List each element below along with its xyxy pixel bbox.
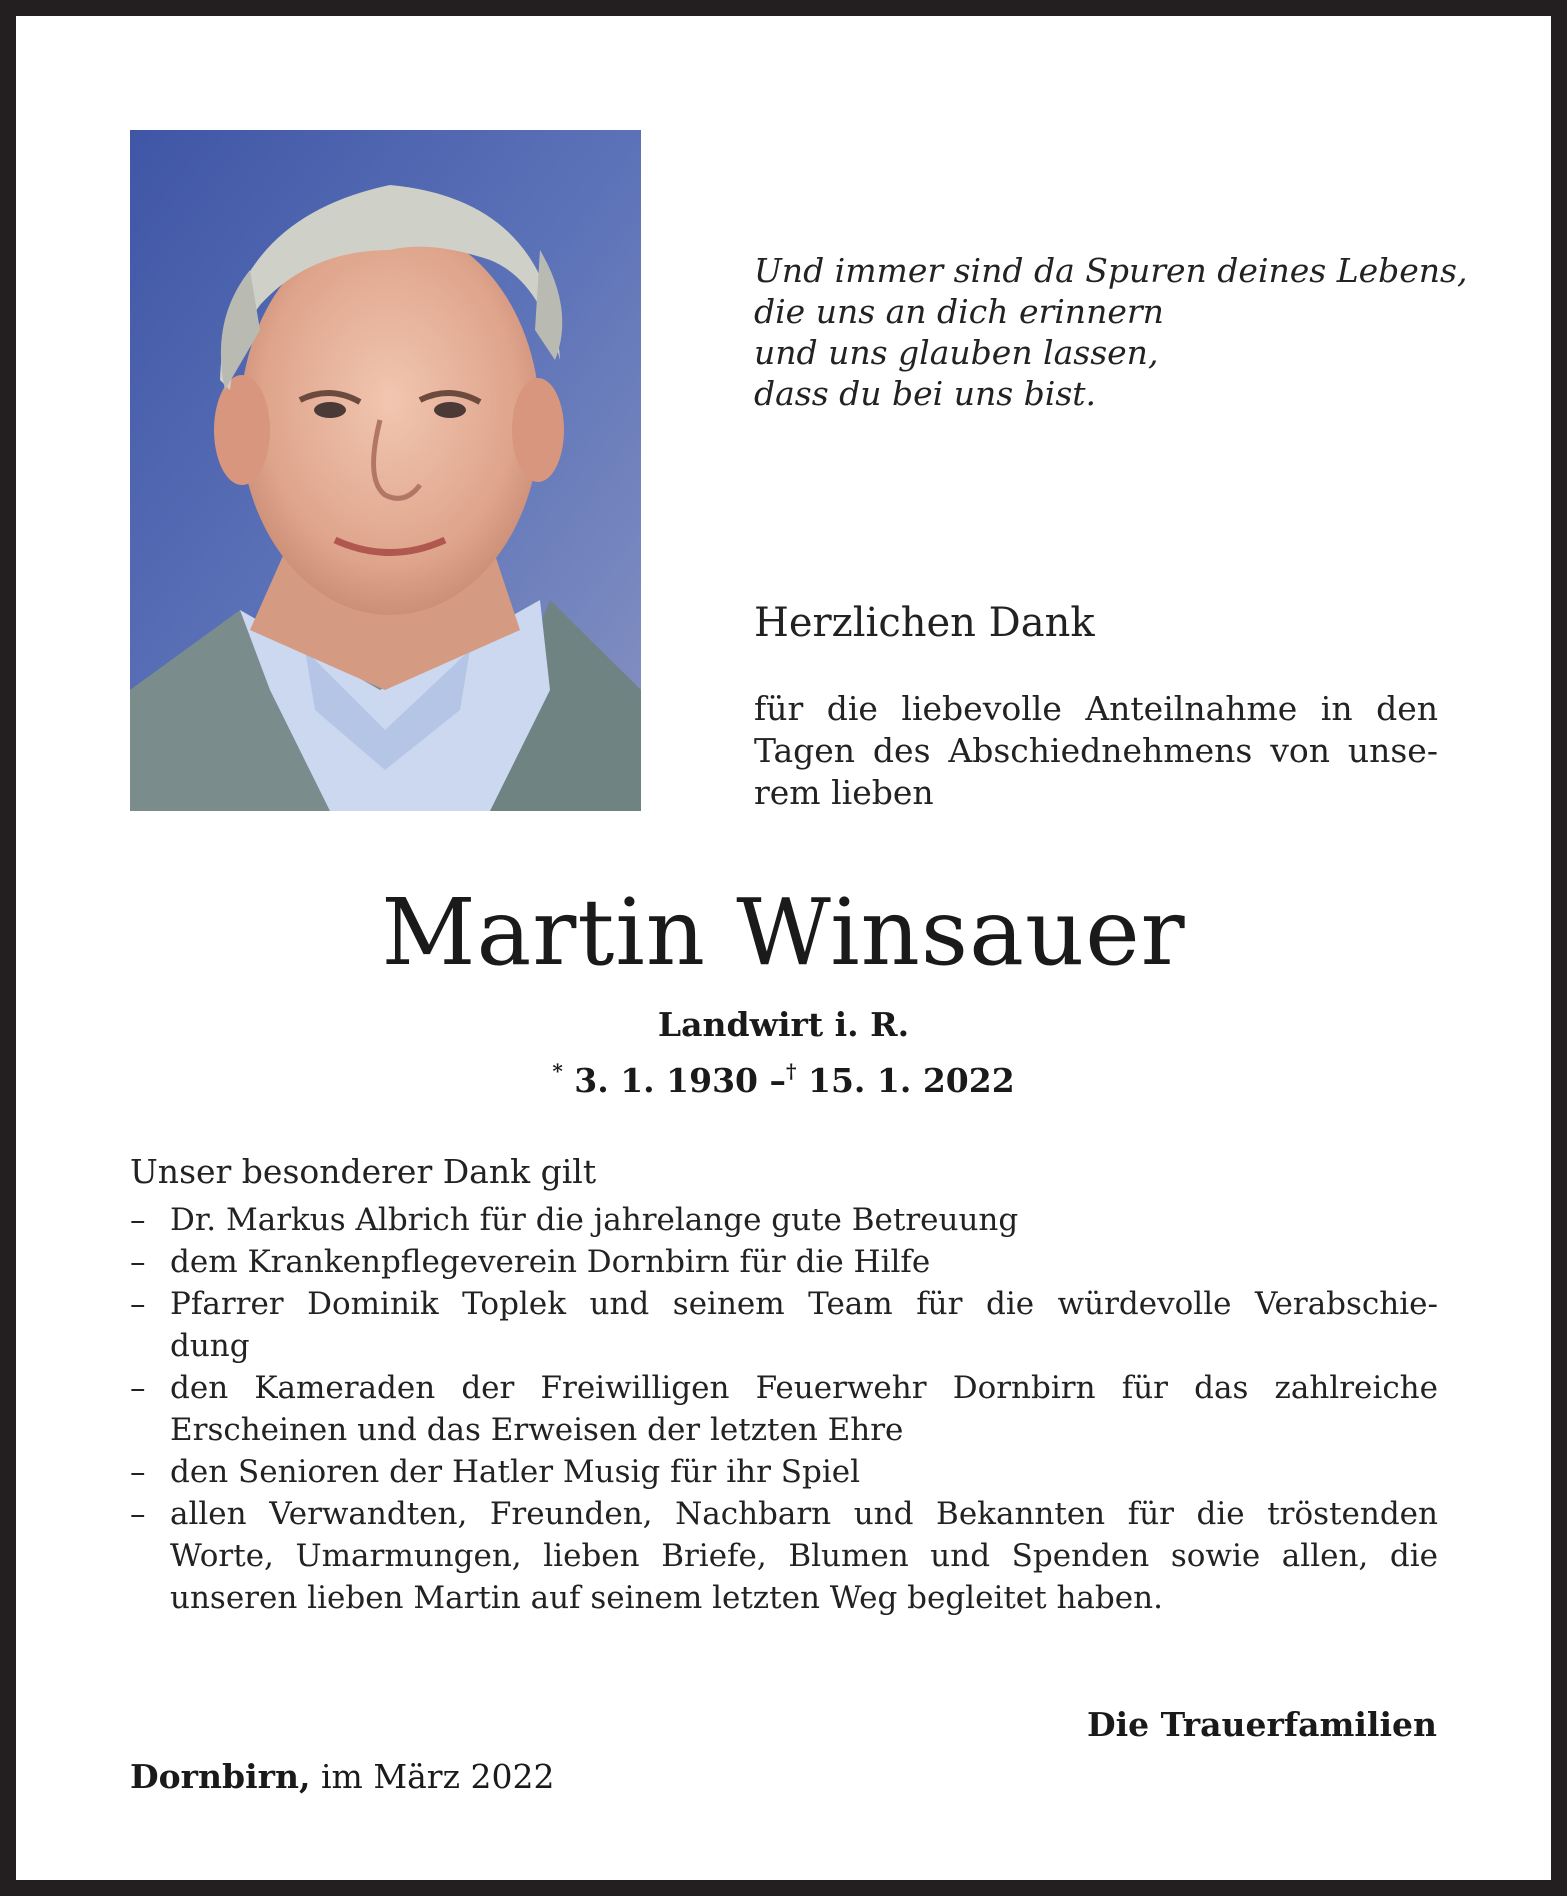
list-dash: – [130, 1202, 146, 1238]
thanks-text [754, 688, 1438, 814]
list-item-line: unseren lieben Martin auf seinem letzten Weg begleitet haben. [170, 1580, 1163, 1616]
deceased-name: Martin Winsauer [381, 879, 1186, 986]
date-separator: – [769, 1061, 787, 1100]
acknowledgements-intro: Unser besonderer Dank gilt [130, 1152, 597, 1191]
list-item [130, 1451, 1438, 1493]
poem-line: die uns an dich erinnern [754, 292, 1164, 331]
list-dash: – [130, 1454, 146, 1490]
poem-line: Und immer sind da Spuren deines Lebens, [754, 251, 1468, 290]
list-dash: – [130, 1286, 146, 1322]
life-dates [0, 1050, 1567, 1102]
acknowledgements-list [130, 1199, 1438, 1619]
list-item [130, 1199, 1438, 1241]
memorial-poem [754, 250, 1468, 414]
list-item [130, 1283, 1438, 1367]
death-date: 15. 1. 2022 [807, 1061, 1015, 1100]
deceased-occupation: Landwirt i. R. [657, 1005, 910, 1044]
birth-date: 3. 1. 1930 [574, 1061, 759, 1100]
list-item-line: dem Krankenpflegeverein Dornbirn für die Hilfe [170, 1244, 931, 1280]
list-item-line: Erscheinen und das Erweisen der letzten Ehre [170, 1412, 904, 1448]
list-item [130, 1241, 1438, 1283]
list-item-line: Dr. Markus Albrich für die jahrelange gute Betreuung [170, 1202, 1019, 1238]
list-dash: – [130, 1370, 146, 1406]
portrait-photo [130, 130, 641, 811]
list-item-line: Worte, Umarmungen, lieben Briefe, Blumen und Spenden sowie allen, die [170, 1538, 1438, 1574]
list-item-line: dung [170, 1328, 250, 1364]
thanks-line: für die liebevolle Anteilnahme in den [754, 689, 1438, 728]
list-item-line: den Kameraden der Freiwilligen Feuerwehr Dornbirn für das zahlreiche [170, 1370, 1438, 1406]
list-item-line: den Senioren der Hatler Musig für ihr Spiel [170, 1454, 861, 1490]
death-symbol: † [786, 1059, 797, 1083]
list-item [130, 1493, 1438, 1619]
list-item-line: Pfarrer Dominik Toplek und seinem Team für die würdevolle Verabschie- [170, 1286, 1438, 1322]
place-and-date [130, 1757, 554, 1796]
poem-line: und uns glauben lassen, [754, 333, 1159, 372]
list-item-line: allen Verwandten, Freunden, Nachbarn und Bekannten für die tröstenden [170, 1496, 1438, 1532]
place-date: im März 2022 [321, 1757, 555, 1796]
birth-symbol: * [552, 1059, 563, 1083]
thanks-line: Tagen des Abschiednehmens von unse- [754, 731, 1438, 770]
poem-line: dass du bei uns bist. [754, 374, 1097, 413]
thanks-heading: Herzlichen Dank [754, 600, 1095, 646]
place-city: Dornbirn, [130, 1757, 311, 1796]
list-dash: – [130, 1496, 146, 1532]
list-dash: – [130, 1244, 146, 1280]
list-item [130, 1367, 1438, 1451]
signature: Die Trauerfamilien [1086, 1705, 1437, 1744]
thanks-line: rem lieben [754, 773, 934, 812]
